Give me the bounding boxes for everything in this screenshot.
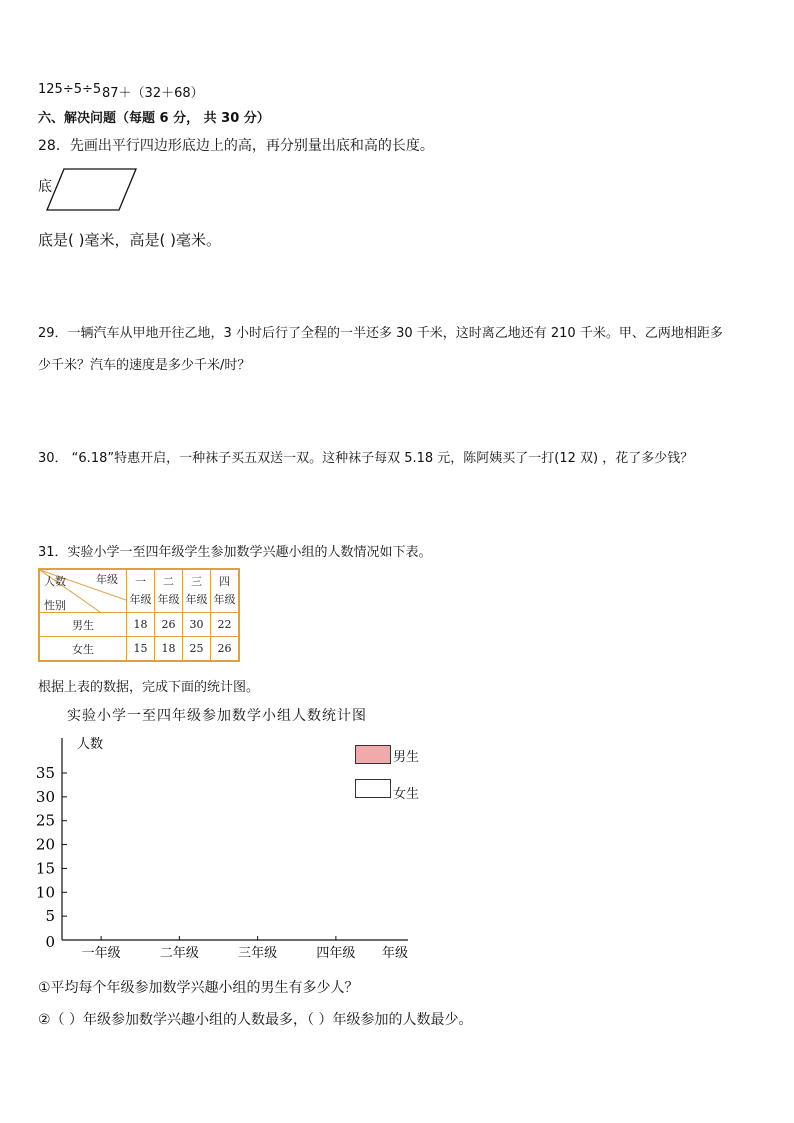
y-tick-label: 30 xyxy=(35,787,55,806)
question-28-answer: 底是( )毫米，高是( )毫米。 xyxy=(38,231,221,249)
y-tick-label: 35 xyxy=(35,764,55,782)
legend-label-boys: 男生 xyxy=(393,750,420,765)
x-category-label: 一年级 xyxy=(81,946,121,961)
y-tick-label: 20 xyxy=(35,835,55,854)
x-category-label: 三年级 xyxy=(238,946,278,961)
x-category-label: 二年级 xyxy=(159,946,199,961)
x-category-label: 四年级 xyxy=(316,946,356,961)
y-tick-label: 25 xyxy=(35,811,55,830)
row-label-boys: 男生 xyxy=(39,613,127,637)
table-cell: 18 xyxy=(127,613,155,637)
y-tick-label: 0 xyxy=(45,933,55,951)
y-tick-label: 10 xyxy=(35,883,55,902)
grade-header: 三 年级 xyxy=(183,569,211,613)
table-cell: 15 xyxy=(127,637,155,662)
question-31: 31．实验小学一至四年级学生参加数学兴趣小组的人数情况如下表。 xyxy=(38,545,432,560)
prev-expression-2: 87＋（32＋68） xyxy=(102,86,204,101)
chart-instruction: 根据上表的数据，完成下面的统计图。 xyxy=(38,680,260,695)
table-cell: 18 xyxy=(155,637,183,662)
sub-question-1: ①平均每个年级参加数学兴趣小组的男生有多少人？ xyxy=(38,980,359,996)
section-title: 六、解决问题（每题 6 分， 共 30 分） xyxy=(38,111,270,126)
table-cell: 25 xyxy=(183,637,211,662)
table-row xyxy=(39,613,239,637)
corner-count-label: 人数 xyxy=(44,575,66,588)
y-axis-label: 人数 xyxy=(77,737,104,752)
table-row xyxy=(39,637,239,662)
chart-svg xyxy=(30,728,430,968)
parallelogram-figure xyxy=(44,166,138,214)
row-label-girls: 女生 xyxy=(39,637,127,662)
chart-title: 实验小学一至四年级参加数学小组人数统计图 xyxy=(67,708,367,724)
table-corner-header xyxy=(39,569,127,613)
grade-header: 二 年级 xyxy=(155,569,183,613)
base-label: 底 xyxy=(38,179,52,195)
corner-gender-label: 性别 xyxy=(44,599,66,612)
y-tick-label: 5 xyxy=(45,907,55,926)
legend-swatch-boys xyxy=(355,745,391,764)
grade-header: 一 年级 xyxy=(127,569,155,613)
legend-swatch-girls xyxy=(355,779,391,798)
table-cell: 30 xyxy=(183,613,211,637)
table-cell: 26 xyxy=(211,637,240,662)
y-tick-label: 15 xyxy=(35,859,55,878)
question-30: 30． “6.18”特惠开启，一种袜子买五双送一双。这种袜子每双 5.18 元，陈阿姨买了一打(12 双) ，花了多少钱？ xyxy=(38,451,694,466)
sub-question-2: ②（ ）年级参加数学兴趣小组的人数最多，（ ）年级参加的人数最少。 xyxy=(38,1012,473,1028)
grade-header: 四 年级 xyxy=(211,569,240,613)
table-cell: 26 xyxy=(155,613,183,637)
legend-label-girls: 女生 xyxy=(393,787,420,802)
prev-expression-1: 125÷5÷5 xyxy=(38,82,102,97)
corner-grade-label: 年级 xyxy=(96,573,118,586)
question-29-line1: 29．一辆汽车从甲地开往乙地，3 小时后行了全程的一半还多 30 千米，这时离乙地还有 210 千米。甲、乙两地相距多 xyxy=(38,326,723,341)
question-28: 28．先画出平行四边形底边上的高，再分别量出底和高的长度。 xyxy=(38,138,434,154)
x-axis-label: 年级 xyxy=(382,946,409,961)
table-cell: 22 xyxy=(211,613,240,637)
data-table xyxy=(38,568,240,662)
question-29-line2: 少千米？汽车的速度是多少千米/时？ xyxy=(38,358,251,373)
